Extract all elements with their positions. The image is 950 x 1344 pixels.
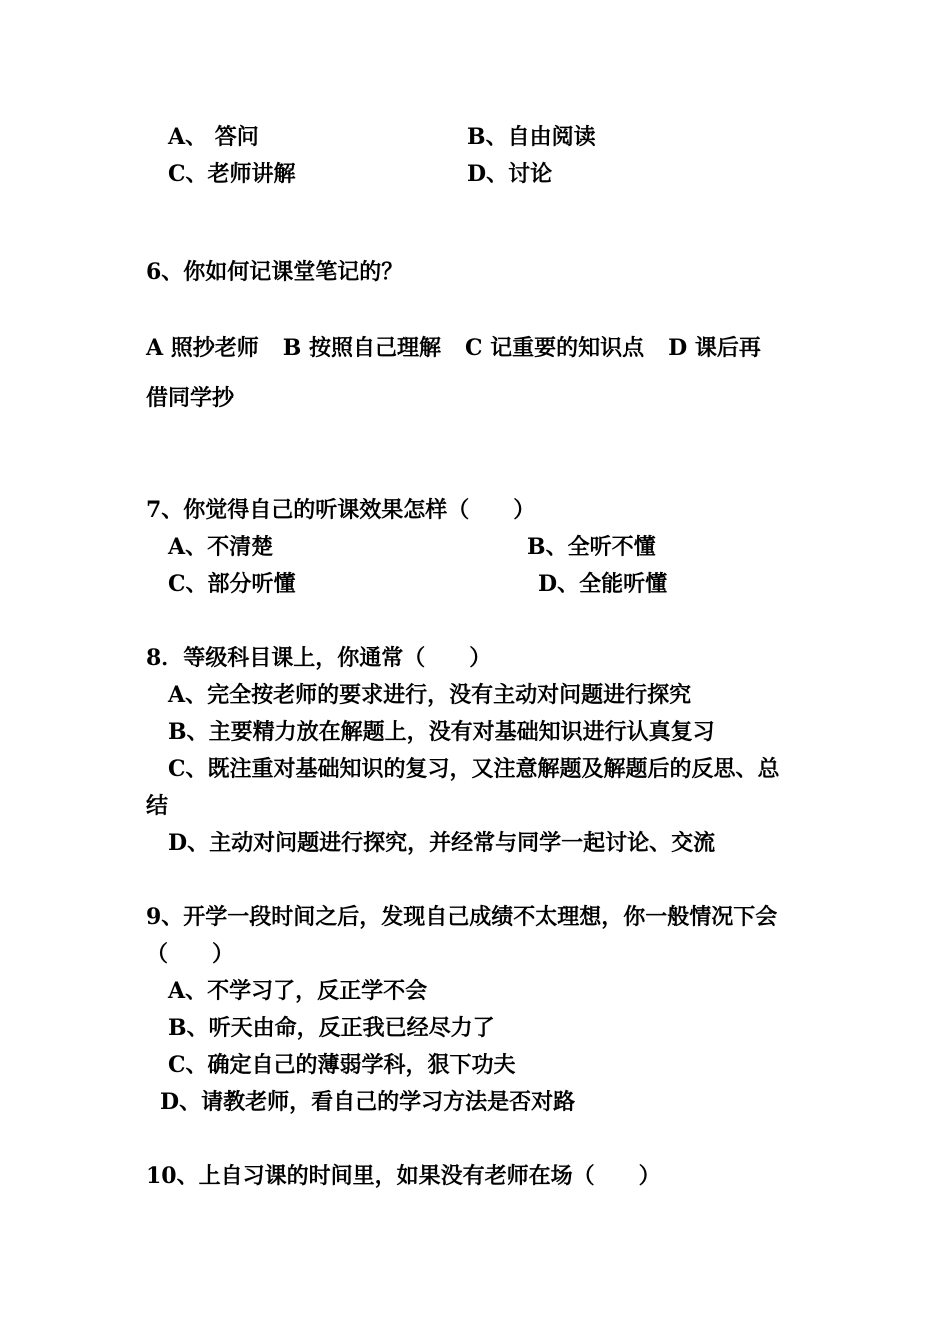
q9-option-c: C、确定自己的薄弱学科，狠下功夫: [168, 1052, 516, 1078]
q6-option-c: C 记重要的知识点: [465, 335, 645, 361]
q7-option-d: D、全能听懂: [538, 571, 668, 597]
q9-option-b: B、听天由命，反正我已经尽力了: [168, 1015, 495, 1041]
q7-option-b: B、全听不懂: [527, 534, 656, 560]
q9-question: 9、开学一段时间之后，发现自己成绩不太理想，你一般情况下会: [146, 904, 778, 930]
q8-option-c-cont: 结: [146, 793, 169, 819]
q5-option-d: D、讨论: [467, 161, 553, 187]
q5-option-c: C、老师讲解: [168, 161, 296, 187]
q8-option-c: C、既注重对基础知识的复习，又注意解题及解题后的反思、总: [168, 756, 780, 782]
q10-question: 10、上自习课的时间里，如果没有老师在场（ ）: [146, 1163, 661, 1189]
q6-option-b: B 按照自己理解: [282, 335, 441, 361]
q8-option-a: A、完全按老师的要求进行，没有主动对问题进行探究: [168, 682, 692, 708]
q8-option-b: B、主要精力放在解题上，没有对基础知识进行认真复习: [168, 719, 715, 745]
q5-option-b: B、自由阅读: [467, 124, 596, 150]
q6-options-line1: [146, 333, 761, 363]
q7-option-a: A、不清楚: [168, 534, 274, 560]
q6-question: 6、你如何记课堂笔记的？: [146, 259, 404, 285]
q6-option-d: D 课后再: [668, 335, 761, 361]
q8-option-d: D、主动对问题进行探究，并经常与同学一起讨论、交流: [168, 830, 716, 856]
q6-options-line2: 借同学抄: [146, 385, 235, 411]
q7-question: 7、你觉得自己的听课效果怎样（ ）: [146, 497, 536, 523]
q8-question: 8．等级科目课上，你通常（ ）: [146, 645, 492, 671]
q7-option-c: C、部分听懂: [168, 571, 296, 597]
q9-question-cont: （ ）: [146, 941, 235, 967]
q9-option-a: A、不学习了，反正学不会: [168, 978, 428, 1004]
q5-option-a: A、 答问: [168, 124, 259, 150]
q9-option-d: D、请教老师，看自己的学习方法是否对路: [160, 1089, 576, 1115]
q6-option-a: A 照抄老师: [146, 335, 259, 361]
